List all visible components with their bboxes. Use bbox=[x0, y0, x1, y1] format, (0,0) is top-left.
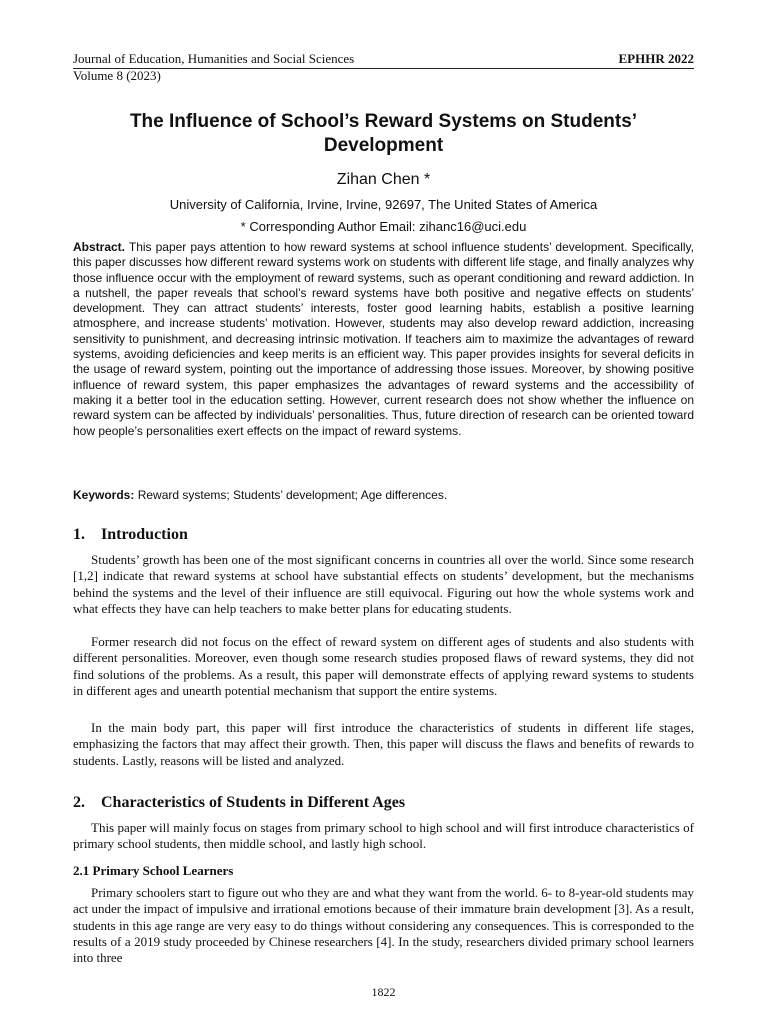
paper-title: The Influence of School’s Reward Systems on Students’ Development bbox=[129, 111, 638, 156]
journal-name: Journal of Education, Humanities and Social Sciences bbox=[73, 51, 355, 66]
author-affiliation: University of California, Irvine, Irvine, 92697, The United States of America bbox=[169, 197, 598, 212]
section-2-title: Characteristics of Students in Different Ages bbox=[101, 794, 406, 811]
corresponding-email: * Corresponding Author Email: zihanc16@uci.edu bbox=[240, 219, 527, 234]
subsection-2-1-heading: 2.1 Primary School Learners bbox=[73, 863, 234, 878]
abstract-text: This paper pays attention to how reward systems at school influence students’ development. Specifically, this paper discusses how different reward systems work on students with different life stage, and finally analyzes why those influence occur with the employment of reward systems, such as operant conditioning and reward addiction. In a nutshell, the paper reveals that school’s reward systems have both positive and negative effects on students’ development. They can attract students’ interests, foster good learning habits, establish a positive learning atmosphere, and increase students’ motivation. However, students may also develop reward addiction, increasing sensitivity to punishment, and decreasing intrinsic motivation. If teachers aim to maximize the advantages of reward systems, avoiding deficiencies and keep merits is an efficient way. This paper provides insights for several deficits in the usage of reward system, pointing out the importance of addressing those issues. Moreover, by showing positive influence of reward system, this paper emphasizes the advantages of reward systems and the accessibility of making it a better tool in the education setting. However, current research does not show whether the influence on reward system can be affected by individuals’ personalities. Thus, future direction of research can be oriented toward how people’s personalities exert effects on the impact of reward systems. bbox=[73, 240, 694, 438]
section-1-title: Introduction bbox=[101, 526, 188, 543]
volume-label: Volume 8 (2023) bbox=[73, 68, 161, 83]
subsection-2-1-paragraph: Primary schoolers start to figure out who they are and what they want from the world. 6- to 8-year-old students may act under the impact of impulsive and irrational emotions because of their immature brain development [3]. As a result, students in this age range are very easy to do things without considering any consequences. This is corresponded to the results of a 2019 study proceeded by Chinese researchers [4]. In the study, researchers divided primary school learners into three bbox=[73, 885, 695, 966]
abstract-label: Abstract. bbox=[73, 240, 126, 254]
section-1-paragraph-2: Former research did not focus on the effect of reward system on different ages of students and also students with different personalities. Moreover, even though some research studies proposed flaws of reward systems, they did not find solutions of the problems. As a result, this paper will demonstrate effects of applying reward systems to students in different ages and unearth potential mechanism that support the entire systems. bbox=[73, 634, 694, 698]
section-1-heading bbox=[73, 525, 694, 545]
author-name: Zihan Chen * bbox=[336, 171, 431, 188]
section-2-number: 2. bbox=[73, 794, 85, 811]
section-2-heading bbox=[73, 793, 694, 813]
keywords-text: Reward systems; Students’ development; Age differences. bbox=[134, 488, 448, 502]
keywords bbox=[73, 487, 694, 503]
section-1-paragraph-3: In the main body part, this paper will first introduce the characteristics of students in different life stages, emphasizing the factors that may affect their growth. Then, this paper will discuss the flaws and benefits of rewards to students. Lastly, reasons will be listed and analyzed. bbox=[73, 720, 694, 768]
header-rule bbox=[73, 68, 694, 69]
abstract bbox=[73, 240, 694, 439]
journal-code: EPHHR 2022 bbox=[618, 51, 694, 66]
running-header bbox=[73, 51, 694, 67]
section-1-paragraph-1: Students’ growth has been one of the most significant concerns in countries all over the world. Since some research [1,2] indicate that reward systems at school have substantial effects on students’ development, but the mechanisms behind the systems and the level of their influence are still equivocal. Figuring out how the whole systems work and what effects they have can help teachers to make better plans for educating students. bbox=[73, 552, 694, 616]
keywords-label: Keywords: bbox=[73, 488, 135, 502]
page-number: 1822 bbox=[371, 985, 396, 999]
section-1-number: 1. bbox=[73, 526, 85, 543]
section-2-paragraph: This paper will mainly focus on stages from primary school to high school and will first introduce characteristics of primary school students, then middle school, and lastly high school. bbox=[73, 820, 694, 852]
